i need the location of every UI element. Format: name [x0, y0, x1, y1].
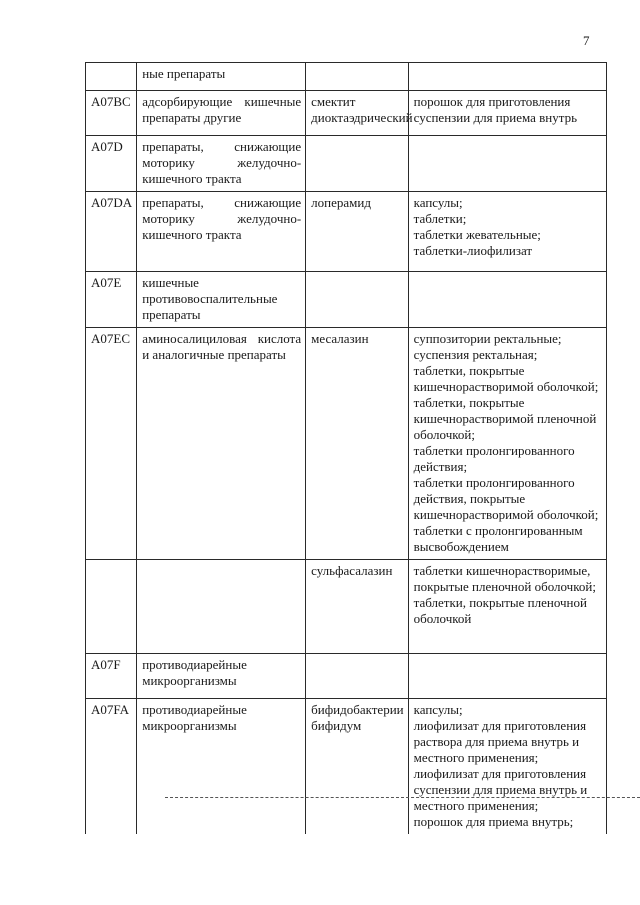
table-row — [86, 63, 607, 91]
atc-code: A07EC — [86, 328, 137, 560]
atc-code: A07F — [86, 654, 137, 699]
table-row — [86, 91, 607, 136]
dosage-forms — [408, 63, 606, 91]
atc-code: A07E — [86, 272, 137, 328]
group-name: ные препараты — [137, 63, 306, 91]
table-row — [86, 136, 607, 192]
dosage-form: порошок для приготовления суспензии для приема внутрь — [413, 94, 577, 125]
dosage-forms — [408, 560, 606, 654]
group-name — [137, 560, 306, 654]
drug-name — [306, 136, 408, 192]
drug-name: лоперамид — [306, 192, 408, 272]
dosage-form: таблетки, покрытые кишечнорастворимой оболочкой; — [413, 363, 599, 394]
table-row — [86, 272, 607, 328]
dosage-form: лиофилизат для приготовления суспензии для приема внутрь и местного применения; — [413, 766, 588, 813]
drug-name — [306, 272, 408, 328]
atc-code — [86, 63, 137, 91]
group-name: аминосалициловая кислота и аналогичные препараты — [137, 328, 306, 560]
dosage-form: таблетки жевательные; — [413, 227, 541, 242]
group-name: препараты, снижающие моторику желудочно-кишечного тракта — [137, 136, 306, 192]
dosage-forms — [408, 91, 606, 136]
page-cut-divider — [165, 797, 640, 798]
dosage-form: капсулы; — [413, 702, 463, 717]
group-name: кишечные противовоспалительные препараты — [137, 272, 306, 328]
dosage-forms — [408, 192, 606, 272]
drug-name: месалазин — [306, 328, 408, 560]
dosage-form: таблетки, покрытые пленочной оболочкой — [413, 595, 587, 626]
table-row — [86, 699, 607, 835]
atc-code: A07D — [86, 136, 137, 192]
drug-table — [85, 62, 607, 834]
dosage-forms — [408, 654, 606, 699]
group-name: препараты, снижающие моторику желудочно-кишечного тракта — [137, 192, 306, 272]
drug-name: бифидобактерии бифидум — [306, 699, 408, 835]
dosage-form: суспензия ректальная; — [413, 347, 538, 362]
table-row — [86, 192, 607, 272]
drug-name — [306, 654, 408, 699]
dosage-form: таблетки пролонгированного действия; — [413, 443, 575, 474]
group-name: противодиарейные микроорганизмы — [137, 654, 306, 699]
dosage-form: таблетки; — [413, 211, 467, 226]
group-name: противодиарейные микроорганизмы — [137, 699, 306, 835]
dosage-form: таблетки кишечнорастворимые, покрытые пленочной оболочкой; — [413, 563, 596, 594]
table-row — [86, 328, 607, 560]
dosage-form: суппозитории ректальные; — [413, 331, 562, 346]
dosage-form: таблетки пролонгированного действия, покрытые кишечнорастворимой оболочкой; — [413, 475, 599, 522]
drug-name — [306, 63, 408, 91]
table-row — [86, 560, 607, 654]
dosage-forms — [408, 272, 606, 328]
dosage-form: таблетки-лиофилизат — [413, 243, 533, 258]
table-body — [86, 63, 607, 835]
page-number: 7 — [583, 33, 590, 48]
dosage-forms — [408, 328, 606, 560]
dosage-form: капсулы; — [413, 195, 463, 210]
dosage-form: лиофилизат для приготовления раствора для приема внутрь и местного применения; — [413, 718, 587, 765]
dosage-form: таблетки с пролонгированным высвобождением — [413, 523, 583, 554]
atc-code: A07FA — [86, 699, 137, 835]
dosage-form: порошок для приема внутрь; — [413, 814, 574, 829]
drug-name: смектит диоктаэдрический — [306, 91, 408, 136]
dosage-forms — [408, 699, 606, 835]
drug-name: сульфасалазин — [306, 560, 408, 654]
atc-code: A07BC — [86, 91, 137, 136]
dosage-forms — [408, 136, 606, 192]
group-name: адсорбирующие кишечные препараты другие — [137, 91, 306, 136]
atc-code — [86, 560, 137, 654]
table-row — [86, 654, 607, 699]
atc-code: A07DA — [86, 192, 137, 272]
dosage-form: таблетки, покрытые кишечнорастворимой пленочной оболочкой; — [413, 395, 597, 442]
